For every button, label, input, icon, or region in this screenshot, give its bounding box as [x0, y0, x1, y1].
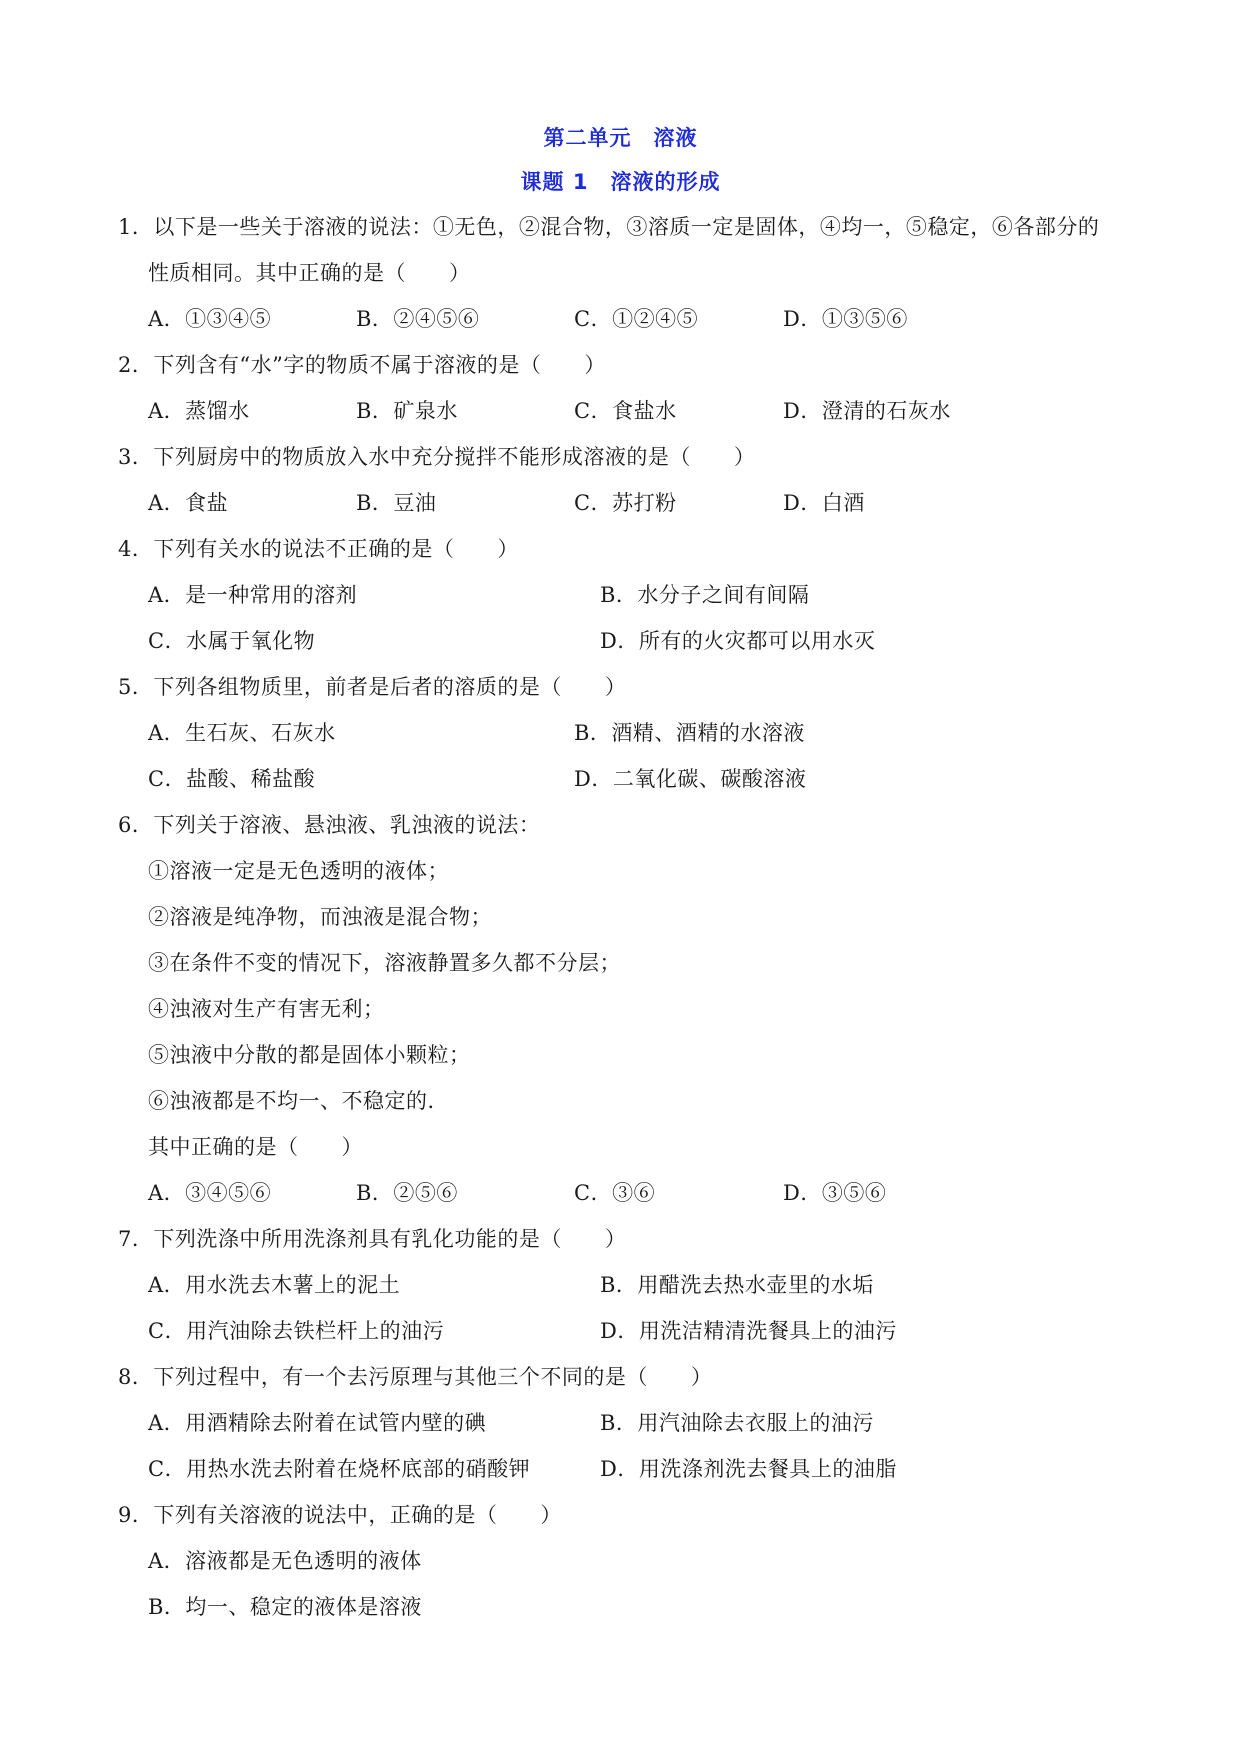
- question-6: [118, 810, 540, 840]
- option-d: D．①③⑤⑥: [783, 307, 908, 331]
- question-stem-continued: 其中正确的是（ ）: [148, 1135, 363, 1159]
- question-stem: 下列有关水的说法不正确的是（ ）: [153, 537, 519, 561]
- statement-3: ③在条件不变的情况下，溶液静置多久都不分层；: [148, 951, 621, 975]
- option-a: A．食盐: [148, 491, 229, 515]
- option-b: B．用汽油除去衣服上的油污: [600, 1411, 874, 1435]
- unit-title: 第二单元 溶液: [543, 126, 698, 150]
- statement-5: ⑤浊液中分散的都是固体小颗粒；: [148, 1043, 471, 1067]
- question-4: [118, 534, 519, 564]
- option-b: B．酒精、酒精的水溶液: [574, 721, 805, 745]
- option-d: D．用洗洁精清洗餐具上的油污: [600, 1319, 897, 1343]
- question-number: 9．: [118, 1503, 154, 1527]
- option-d: D．澄清的石灰水: [783, 399, 951, 423]
- option-c: C．盐酸、稀盐酸: [148, 767, 316, 791]
- option-a: A．③④⑤⑥: [148, 1181, 272, 1205]
- question-stem: 下列各组物质里，前者是后者的溶质的是（ ）: [153, 675, 627, 699]
- option-d: D．二氧化碳、碳酸溶液: [574, 767, 807, 791]
- question-number: 7．: [118, 1227, 154, 1251]
- question-7: [118, 1224, 626, 1254]
- statement-6: ⑥浊液都是不均一、不稳定的．: [148, 1089, 449, 1113]
- question-9: [118, 1500, 562, 1530]
- question-stem: 下列关于溶液、悬浊液、乳浊液的说法：: [153, 813, 541, 837]
- lesson-title: 课题 1 溶液的形成: [520, 170, 721, 194]
- question-3: [118, 442, 755, 472]
- option-d: D．③⑤⑥: [783, 1181, 887, 1205]
- option-a: A．溶液都是无色透明的液体: [148, 1549, 422, 1573]
- question-stem: 下列厨房中的物质放入水中充分搅拌不能形成溶液的是（ ）: [153, 445, 756, 469]
- question-1: [118, 212, 1099, 242]
- option-a: A．①③④⑤: [148, 307, 272, 331]
- statement-2: ②溶液是纯净物，而浊液是混合物；: [148, 905, 492, 929]
- question-number: 6．: [118, 813, 154, 837]
- option-d: D．白酒: [783, 491, 865, 515]
- question-number: 3．: [118, 445, 154, 469]
- option-b: B．②⑤⑥: [356, 1181, 458, 1205]
- statement-4: ④浊液对生产有害无利；: [148, 997, 385, 1021]
- option-b: B．矿泉水: [356, 399, 458, 423]
- option-c: C．①②④⑤: [574, 307, 699, 331]
- option-a: A．用酒精除去附着在试管内壁的碘: [148, 1411, 487, 1435]
- option-c: C．用汽油除去铁栏杆上的油污: [148, 1319, 445, 1343]
- question-stem-continued: 性质相同。其中正确的是（ ）: [148, 261, 471, 285]
- question-number: 4．: [118, 537, 154, 561]
- option-a: A．是一种常用的溶剂: [148, 583, 358, 607]
- option-c: C．苏打粉: [574, 491, 677, 515]
- question-5: [118, 672, 626, 702]
- question-stem: 下列过程中，有一个去污原理与其他三个不同的是（ ）: [153, 1365, 713, 1389]
- option-c: C．食盐水: [574, 399, 677, 423]
- option-b: B．水分子之间有间隔: [600, 583, 810, 607]
- question-stem: 以下是一些关于溶液的说法：①无色，②混合物，③溶质一定是固体，④均一，⑤稳定，⑥各部分的: [153, 215, 1100, 239]
- question-stem: 下列有关溶液的说法中，正确的是（ ）: [153, 1503, 562, 1527]
- option-a: A．蒸馏水: [148, 399, 250, 423]
- option-c: C．③⑥: [574, 1181, 656, 1205]
- option-b: B．用醋洗去热水壶里的水垢: [600, 1273, 874, 1297]
- option-d: D．用洗涤剂洗去餐具上的油脂: [600, 1457, 897, 1481]
- question-number: 5．: [118, 675, 154, 699]
- option-a: A．生石灰、石灰水: [148, 721, 336, 745]
- option-b: B．均一、稳定的液体是溶液: [148, 1595, 422, 1619]
- option-c: C．用热水洗去附着在烧杯底部的硝酸钾: [148, 1457, 531, 1481]
- statement-1: ①溶液一定是无色透明的液体；: [148, 859, 449, 883]
- question-2: [118, 350, 606, 380]
- option-d: D．所有的火灾都可以用水灭: [600, 629, 876, 653]
- option-b: B．豆油: [356, 491, 437, 515]
- question-stem: 下列含有“水”字的物质不属于溶液的是（ ）: [153, 353, 606, 377]
- option-a: A．用水洗去木薯上的泥土: [148, 1273, 401, 1297]
- question-8: [118, 1362, 712, 1392]
- question-stem: 下列洗涤中所用洗涤剂具有乳化功能的是（ ）: [153, 1227, 627, 1251]
- option-b: B．②④⑤⑥: [356, 307, 480, 331]
- question-number: 2．: [118, 353, 154, 377]
- question-number: 8．: [118, 1365, 154, 1389]
- option-c: C．水属于氧化物: [148, 629, 316, 653]
- question-number: 1．: [118, 215, 154, 239]
